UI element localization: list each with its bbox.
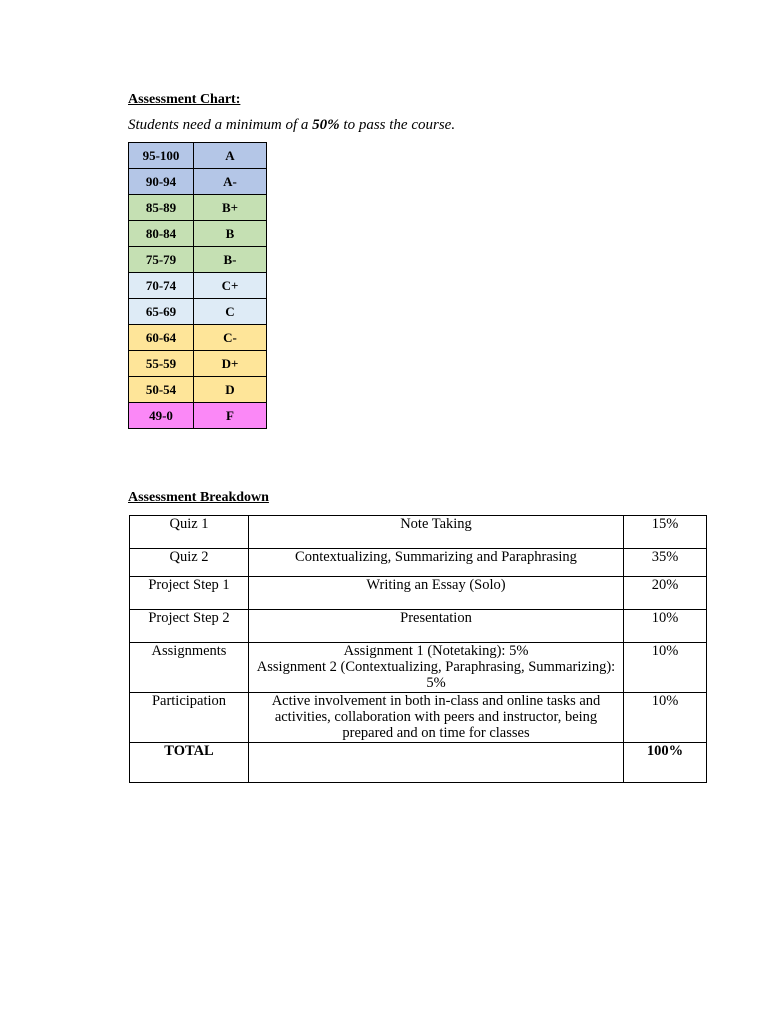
grade-row (129, 403, 267, 429)
grade-letter: A (194, 143, 267, 169)
breakdown-component: Quiz 1 (130, 516, 249, 549)
grade-letter: F (194, 403, 267, 429)
grade-row (129, 143, 267, 169)
grade-range: 55-59 (129, 351, 194, 377)
grade-range: 80-84 (129, 221, 194, 247)
breakdown-description: Note Taking (249, 516, 624, 549)
breakdown-row (130, 643, 707, 693)
grade-letter: C (194, 299, 267, 325)
grade-row (129, 221, 267, 247)
grade-letter: C+ (194, 273, 267, 299)
total-description (249, 743, 624, 783)
note-prefix: Students need a minimum of a (128, 117, 313, 133)
grade-range: 50-54 (129, 377, 194, 403)
total-label: TOTAL (130, 743, 249, 783)
grade-range: 60-64 (129, 325, 194, 351)
grade-row (129, 299, 267, 325)
breakdown-row (130, 693, 707, 743)
breakdown-row (130, 577, 707, 610)
breakdown-weight: 10% (624, 693, 707, 743)
pass-requirement-note (128, 117, 455, 134)
grade-range: 70-74 (129, 273, 194, 299)
grade-row (129, 351, 267, 377)
breakdown-description: Active involvement in both in-class and online tasks and activities, collaboration with peers and instructor, being prepared and on time for classes (249, 693, 624, 743)
note-pass-mark: 50% (312, 117, 340, 133)
breakdown-description: Assignment 1 (Notetaking): 5% Assignment 2 (Contextualizing, Paraphrasing, Summarizing): 5% (249, 643, 624, 693)
breakdown-description: Contextualizing, Summarizing and Paraphrasing (249, 549, 624, 577)
grade-letter: D+ (194, 351, 267, 377)
grade-row (129, 273, 267, 299)
note-suffix: to pass the course. (339, 117, 456, 133)
grade-letter: B- (194, 247, 267, 273)
assessment-breakdown-heading: Assessment Breakdown (128, 490, 269, 505)
breakdown-weight: 15% (624, 516, 707, 549)
grade-row (129, 195, 267, 221)
grade-range: 75-79 (129, 247, 194, 273)
assessment-breakdown-table (129, 515, 707, 783)
breakdown-component: Quiz 2 (130, 549, 249, 577)
grade-letter: C- (194, 325, 267, 351)
breakdown-description: Writing an Essay (Solo) (249, 577, 624, 610)
breakdown-weight: 35% (624, 549, 707, 577)
breakdown-total-row (130, 743, 707, 783)
grade-range: 85-89 (129, 195, 194, 221)
grade-letter: B (194, 221, 267, 247)
grade-row (129, 325, 267, 351)
breakdown-weight: 10% (624, 643, 707, 693)
breakdown-description: Presentation (249, 610, 624, 643)
breakdown-component: Participation (130, 693, 249, 743)
grade-range: 95-100 (129, 143, 194, 169)
breakdown-component: Assignments (130, 643, 249, 693)
breakdown-component: Project Step 1 (130, 577, 249, 610)
grade-range: 65-69 (129, 299, 194, 325)
assessment-chart-heading: Assessment Chart: (128, 92, 241, 107)
grade-row (129, 247, 267, 273)
breakdown-row (130, 610, 707, 643)
total-weight: 100% (624, 743, 707, 783)
grade-letter: D (194, 377, 267, 403)
breakdown-weight: 10% (624, 610, 707, 643)
breakdown-row (130, 549, 707, 577)
grade-range: 90-94 (129, 169, 194, 195)
breakdown-weight: 20% (624, 577, 707, 610)
grade-letter: A- (194, 169, 267, 195)
grade-row (129, 169, 267, 195)
breakdown-component: Project Step 2 (130, 610, 249, 643)
grade-letter: B+ (194, 195, 267, 221)
grade-chart-table (128, 142, 267, 429)
grade-row (129, 377, 267, 403)
breakdown-row (130, 516, 707, 549)
grade-range: 49-0 (129, 403, 194, 429)
